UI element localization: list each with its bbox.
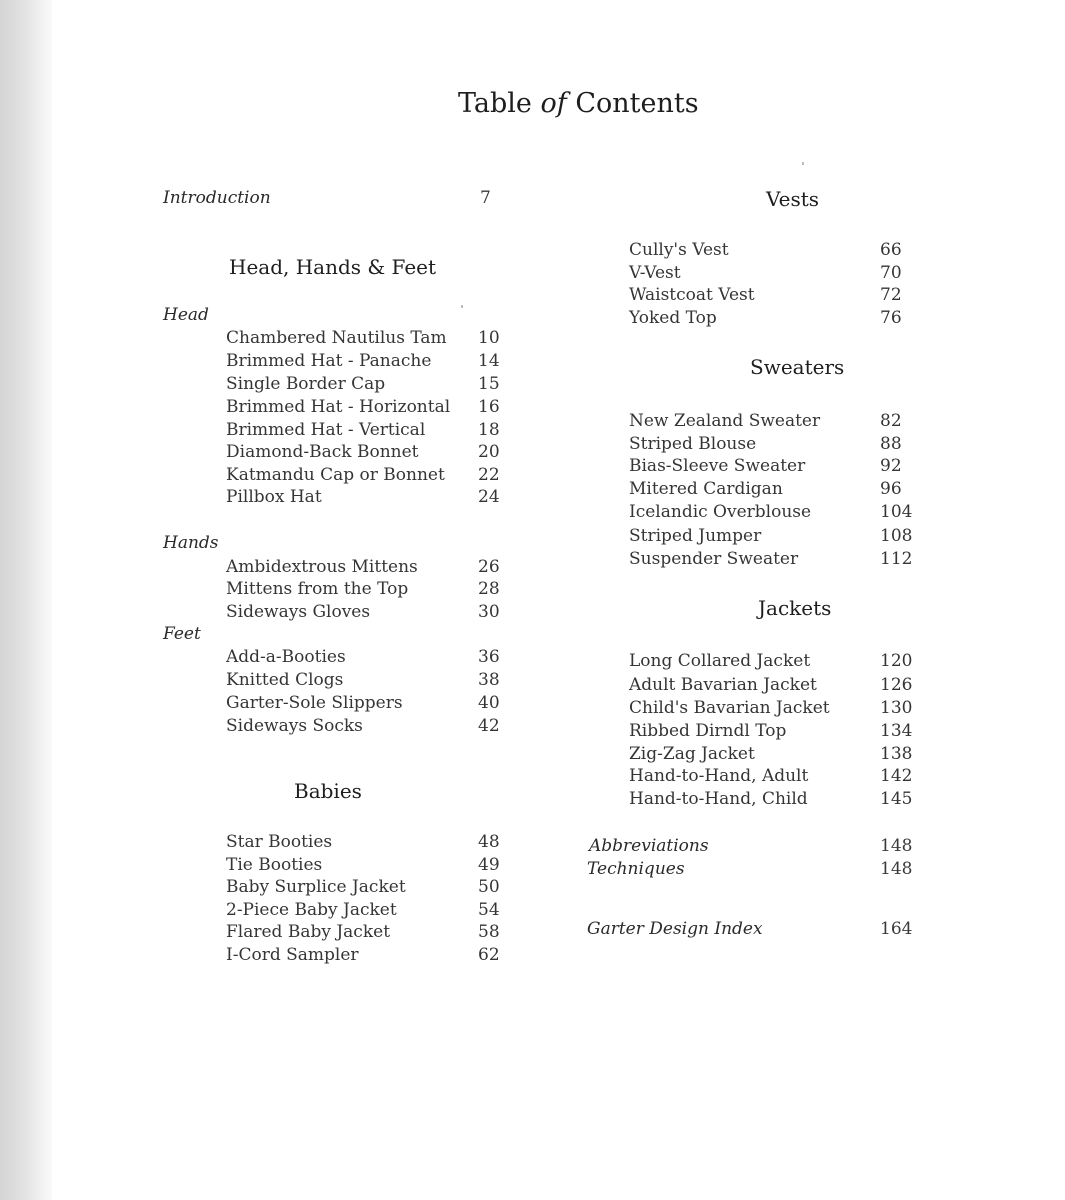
toc-entry[interactable]: Baby Surplice Jacket 50 — [226, 877, 500, 897]
toc-entry[interactable]: Star Booties 48 — [226, 832, 500, 852]
toc-entry[interactable]: Suspender Sweater 112 — [629, 549, 913, 569]
toc-entry[interactable]: Icelandic Overblouse 104 — [629, 502, 913, 522]
page-number: 88 — [880, 434, 902, 454]
page-number: 148 — [880, 836, 913, 856]
page-number: 22 — [478, 465, 500, 485]
page-number: 58 — [478, 922, 500, 942]
section-heading-vests: Vests — [766, 187, 820, 211]
toc-entry[interactable]: Diamond-Back Bonnet 20 — [226, 442, 500, 462]
page-number: 108 — [880, 526, 913, 546]
toc-entry[interactable]: New Zealand Sweater 82 — [629, 411, 902, 431]
page-number: 20 — [478, 442, 500, 462]
page-number: 130 — [880, 698, 913, 718]
page-number: 7 — [480, 188, 491, 208]
toc-entry[interactable]: Brimmed Hat - Panache 14 — [226, 351, 500, 371]
page-number: 38 — [478, 670, 500, 690]
scan-speck — [461, 305, 463, 308]
page-number: 138 — [880, 744, 913, 764]
toc-entry[interactable]: 2-Piece Baby Jacket 54 — [226, 900, 500, 920]
toc-entry[interactable]: Sideways Socks 42 — [226, 716, 500, 736]
page-number: 92 — [880, 456, 902, 476]
section-heading-head-hands-feet: Head, Hands & Feet — [229, 255, 437, 279]
page-number: 62 — [478, 945, 500, 965]
section-heading-sweaters: Sweaters — [750, 355, 845, 379]
section-heading-jackets: Jackets — [758, 596, 832, 620]
toc-entry[interactable]: Katmandu Cap or Bonnet 22 — [226, 465, 500, 485]
toc-entry[interactable]: Adult Bavarian Jacket 126 — [629, 675, 913, 695]
toc-entry[interactable]: Striped Jumper 108 — [629, 526, 913, 546]
page-number: 40 — [478, 693, 500, 713]
toc-entry[interactable]: Cully's Vest 66 — [629, 240, 902, 260]
toc-entry[interactable]: Add-a-Booties 36 — [226, 647, 500, 667]
toc-entry[interactable]: Striped Blouse 88 — [629, 434, 902, 454]
page-number: 42 — [478, 716, 500, 736]
toc-entry[interactable]: Bias-Sleeve Sweater 92 — [629, 456, 902, 476]
page-number: 134 — [880, 721, 913, 741]
toc-entry[interactable]: Long Collared Jacket 120 — [629, 651, 913, 671]
page-number: 16 — [478, 397, 500, 417]
subsection-label-hands: Hands — [163, 533, 219, 553]
toc-entry[interactable]: Yoked Top 76 — [629, 308, 902, 328]
page-number: 14 — [478, 351, 500, 371]
section-heading-babies: Babies — [294, 779, 362, 803]
page-number: 82 — [880, 411, 902, 431]
toc-entry[interactable]: Zig-Zag Jacket 138 — [629, 744, 913, 764]
page-number: 164 — [880, 919, 913, 939]
toc-entry-introduction[interactable]: Introduction 7 — [163, 188, 491, 208]
toc-entry-abbreviations[interactable]: Abbreviations 148 — [589, 836, 913, 856]
page-number: 112 — [880, 549, 913, 569]
toc-entry-techniques[interactable]: Techniques 148 — [587, 859, 913, 879]
page-number: 142 — [880, 766, 913, 786]
page-number: 104 — [880, 502, 913, 522]
page-number: 126 — [880, 675, 913, 695]
page-number: 96 — [880, 479, 902, 499]
page-number: 48 — [478, 832, 500, 852]
toc-entry[interactable]: Brimmed Hat - Vertical 18 — [226, 420, 500, 440]
page-number: 66 — [880, 240, 902, 260]
page-number: 54 — [478, 900, 500, 920]
toc-entry-garter-design-index[interactable]: Garter Design Index 164 — [587, 919, 913, 939]
page-number: 26 — [478, 557, 500, 577]
page-number: 50 — [478, 877, 500, 897]
page-number: 76 — [880, 308, 902, 328]
subsection-label-head: Head — [163, 305, 209, 325]
toc-entry[interactable]: Garter-Sole Slippers 40 — [226, 693, 500, 713]
toc-entry[interactable]: Mittens from the Top 28 — [226, 579, 500, 599]
toc-entry[interactable]: Child's Bavarian Jacket 130 — [629, 698, 913, 718]
subsection-label-feet: Feet — [163, 624, 201, 644]
page-number: 36 — [478, 647, 500, 667]
page-number: 70 — [880, 263, 902, 283]
toc-entry[interactable]: Flared Baby Jacket 58 — [226, 922, 500, 942]
toc-entry[interactable]: Ambidextrous Mittens 26 — [226, 557, 500, 577]
toc-entry[interactable]: Single Border Cap 15 — [226, 374, 500, 394]
toc-entry[interactable]: Hand-to-Hand, Child 145 — [629, 789, 913, 809]
page-number: 148 — [880, 859, 913, 879]
page-number: 28 — [478, 579, 500, 599]
scan-speck — [802, 162, 804, 165]
page-number: 30 — [478, 602, 500, 622]
page-number: 49 — [478, 855, 500, 875]
toc-entry[interactable]: Waistcoat Vest 72 — [629, 285, 902, 305]
toc-entry[interactable]: I-Cord Sampler 62 — [226, 945, 500, 965]
page-number: 18 — [478, 420, 500, 440]
page-number: 72 — [880, 285, 902, 305]
page-number: 24 — [478, 487, 500, 507]
book-spine-shadow — [0, 0, 52, 1200]
toc-entry[interactable]: Hand-to-Hand, Adult 142 — [629, 766, 913, 786]
page-number: 15 — [478, 374, 500, 394]
toc-entry[interactable]: V-Vest 70 — [629, 263, 902, 283]
toc-entry[interactable]: Chambered Nautilus Tam 10 — [226, 328, 500, 348]
page-number: 145 — [880, 789, 913, 809]
toc-entry[interactable]: Pillbox Hat 24 — [226, 487, 500, 507]
page-title: Table of Contents — [458, 88, 699, 119]
page-number: 120 — [880, 651, 913, 671]
toc-entry[interactable]: Ribbed Dirndl Top 134 — [629, 721, 913, 741]
page-number: 10 — [478, 328, 500, 348]
toc-entry[interactable]: Knitted Clogs 38 — [226, 670, 500, 690]
toc-entry[interactable]: Sideways Gloves 30 — [226, 602, 500, 622]
toc-entry[interactable]: Brimmed Hat - Horizontal 16 — [226, 397, 500, 417]
toc-entry[interactable]: Tie Booties 49 — [226, 855, 500, 875]
toc-entry[interactable]: Mitered Cardigan 96 — [629, 479, 902, 499]
